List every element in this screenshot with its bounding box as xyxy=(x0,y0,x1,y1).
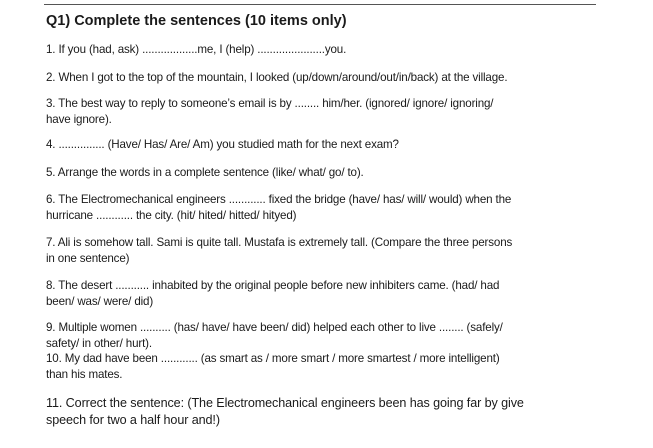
question-line: have ignore). xyxy=(46,112,112,126)
question-line: 3. The best way to reply to someone’s email is by ........ him/her. (ignored/ ignore/ ignoring/ xyxy=(46,97,494,110)
question-11 xyxy=(46,395,606,429)
question-line: 2. When I got to the top of the mountain, I looked (up/down/around/out/in/back) at the village. xyxy=(46,71,508,84)
question-1 xyxy=(46,42,606,58)
question-6 xyxy=(46,192,606,223)
question-7 xyxy=(46,235,606,266)
question-10 xyxy=(46,351,606,382)
question-line: 1. If you (had, ask) ..................me, I (help) ......................you. xyxy=(46,43,347,56)
question-line: 7. Ali is somehow tall. Sami is quite tall. Mustafa is extremely tall. (Compare the three persons xyxy=(46,236,513,249)
question-8 xyxy=(46,278,606,309)
question-line: speech for two a half hour and!) xyxy=(46,413,220,427)
question-line: 9. Multiple women .......... (has/ have/ have been/ did) helped each other to live ........ (safely/ xyxy=(46,321,503,334)
question-line: 5. Arrange the words in a complete sentence (like/ what/ go/ to). xyxy=(46,166,364,179)
question-line: than his mates. xyxy=(46,367,123,381)
top-divider xyxy=(44,4,596,5)
question-line: 4. ............... (Have/ Has/ Are/ Am) you studied math for the next exam? xyxy=(46,138,399,151)
question-line: 8. The desert ........... inhabited by the original people before new inhibiters came. (had/ had xyxy=(46,279,500,292)
question-line: 10. My dad have been ............ (as smart as / more smart / more smartest / more intelligent) xyxy=(46,352,500,365)
question-2 xyxy=(46,70,606,86)
question-line: been/ was/ were/ did) xyxy=(46,294,154,308)
question-line: 6. The Electromechanical engineers ............ fixed the bridge (have/ has/ will/ would) when the xyxy=(46,193,512,206)
question-line: in one sentence) xyxy=(46,251,130,265)
question-5 xyxy=(46,165,606,181)
question-9 xyxy=(46,320,606,351)
question-line: hurricane ............ the city. (hit/ hited/ hitted/ hityed) xyxy=(46,208,297,222)
question-3 xyxy=(46,96,606,127)
section-title: Q1) Complete the sentences (10 items only) xyxy=(46,13,347,29)
question-4 xyxy=(46,137,606,153)
question-line: safety/ in other/ hurt). xyxy=(46,336,152,350)
question-line: 11. Correct the sentence: (The Electromechanical engineers been has going far by give xyxy=(46,396,524,410)
